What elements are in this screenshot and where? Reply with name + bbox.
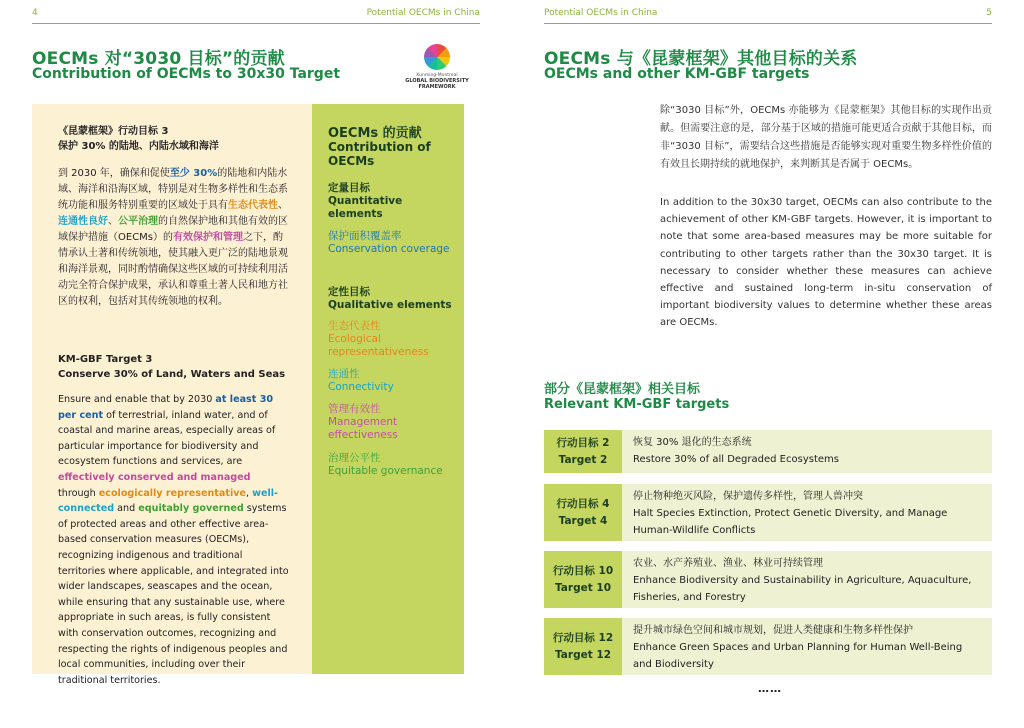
target-label-en: Target 12 <box>555 648 611 661</box>
highlight-governance: equitably governed <box>138 503 244 515</box>
target-desc <box>622 551 992 608</box>
target-cn-text <box>58 166 290 310</box>
coverage-en: Conservation coverage <box>328 243 450 255</box>
eco-en: Ecological representativeness <box>328 333 429 358</box>
target-desc <box>622 618 992 675</box>
qualitative-cn: 定性目标 <box>328 286 370 298</box>
conn-cn: 连通性 <box>328 368 360 380</box>
target-cn-heading: 《昆蒙框架》行动目标 3 <box>58 126 169 137</box>
right-title-cn: OECMs 与《昆蒙框架》其他目标的关系 <box>544 49 858 69</box>
logo-top-text: Kunming-Montreal <box>416 73 458 78</box>
target-en-heading-block <box>58 352 290 382</box>
target-desc-en: Enhance Green Spaces and Urban Planning for Human Well-Being and Biodiversity <box>633 642 963 670</box>
text-run: 的自然保护地和其他有效的区域保护措施（OECMs）的 <box>58 216 288 243</box>
page-header <box>32 0 480 24</box>
target-desc-cn: 恢复 30% 退化的生态系统 <box>633 437 752 448</box>
target-desc-en: Restore 30% of all Degraded Ecosystems <box>633 454 839 465</box>
target-desc-en: Enhance Biodiversity and Sustainability in Agriculture, Aquaculture, Fisheries, and Forestry <box>633 575 972 603</box>
gov-en: Equitable governance <box>328 465 443 477</box>
target-label-en: Target 2 <box>558 453 608 466</box>
target-desc-cn: 停止物种绝灭风险，保护遗传多样性，管理人兽冲突 <box>633 491 863 502</box>
target-desc-en: Halt Species Extinction, Protect Genetic Diversity, and Manage Human-Wildlife Conflicts <box>633 508 948 536</box>
highlight-ecological: ecologically representative <box>98 487 246 499</box>
text-run: and <box>114 503 139 515</box>
target-label <box>544 484 622 541</box>
target-row <box>544 430 992 473</box>
target-en-heading: KM-GBF Target 3 <box>58 354 153 365</box>
gov-cn: 治理公平性 <box>328 452 381 464</box>
section-title-cn: 部分《昆蒙框架》相关目标 <box>544 382 701 397</box>
ecological-block <box>328 320 456 359</box>
mgmt-cn: 管理有效性 <box>328 403 381 415</box>
gbf-logo-icon <box>424 44 450 70</box>
text-run: systems of protected areas and other effective area-based conservation measures (OECMs), recognizing indigenous and traditional territories where applicable, and integrated into wider landscapes, seascapes and the ocean, while ensuring that any sustainable use, where appropriate in such areas, is fully consistent with conservation outcomes, recognizing and respecting the rights of indigenous peoples and local communities, including over their traditional territories. <box>58 503 289 686</box>
target-label-cn: 行动目标 2 <box>556 436 610 449</box>
highlight-ecological: 生态代表性 <box>228 200 278 211</box>
target-cn-subheading: 保护 30% 的陆地、内陆水域和海洋 <box>58 141 219 152</box>
mgmt-en: Management effectiveness <box>328 416 398 441</box>
target-label-cn: 行动目标 10 <box>552 564 614 577</box>
highlight-management: 有效保护和管理 <box>173 232 244 243</box>
highlight-coverage: 至少 30% <box>169 168 218 179</box>
highlight-governance: 公平治理 <box>118 216 158 227</box>
coverage-block <box>328 230 456 256</box>
highlight-coverage: at least 30 per cent <box>58 394 274 421</box>
ellipsis: …… <box>758 682 782 695</box>
target-label <box>544 551 622 608</box>
body-en: In addition to the 30x30 target, OECMs can also contribute to the achievement of other KM-GBF targets. However, it is important to note that some area-based measures may be more suitable for contributing to other targets rather than the 30x30 target. It is necessary to consider whether these measures can achieve effective and sustained long-term in-situ conservation of important biodiversity values to determine whether these areas are OECMs. <box>660 197 992 329</box>
logo-bottom-text: GLOBAL BIODIVERSITY FRAMEWORK <box>405 78 469 90</box>
target-row <box>544 618 992 675</box>
right-title-en: OECMs and other KM-GBF targets <box>544 66 810 82</box>
text-run: 到 2030 年，确保和促使 <box>58 168 170 179</box>
text-run: of terrestrial, inland water, and of coastal and marine areas, especially areas of particular importance for biodiversity and ecosystem functions and services, are <box>58 409 276 468</box>
page-number: 4 <box>32 8 38 18</box>
quantitative-cn: 定量目标 <box>328 182 370 194</box>
management-block <box>328 403 456 442</box>
target-label-en: Target 4 <box>558 514 608 527</box>
target-desc <box>622 430 992 473</box>
conn-en: Connectivity <box>328 381 394 393</box>
governance-block <box>328 452 456 478</box>
text-run: 、 <box>108 216 118 227</box>
target-row <box>544 551 992 608</box>
target-label <box>544 618 622 675</box>
gbf-logo <box>396 44 478 96</box>
target-desc <box>622 484 992 541</box>
target-desc-cn: 提升城市绿色空间和城市规划，促进人类健康和生物多样性保护 <box>633 625 913 636</box>
running-head: Potential OECMs in China <box>366 8 480 18</box>
target-cn-heading-block <box>58 124 290 154</box>
coverage-cn: 保护面积覆盖率 <box>328 230 402 242</box>
text-run: 、 <box>278 200 288 211</box>
text-run: 的陆地和内陆水域、海洋和沿海区域，特别是对生物多样性和生态系统功能和服务特别重要的区域处于具有 <box>58 168 288 211</box>
target-label-cn: 行动目标 4 <box>556 497 610 510</box>
page-header <box>544 0 992 24</box>
running-head: Potential OECMs in China <box>544 8 658 18</box>
qualitative-block <box>328 286 456 312</box>
page-title-cn: OECMs 对“3030 目标”的贡献 <box>32 49 285 69</box>
target-desc-cn: 农业、水产养殖业、渔业、林业可持续管理 <box>633 558 823 569</box>
target-label-en: Target 10 <box>555 581 611 594</box>
text-run: 之下，酌情承认土著和传统领地，使其融入更广泛的陆地景观和海洋景观，同时酌情确保这些区域的可持续利用活动完全符合保护成果，承认和尊重土著人民和地方社区的权利，包括对其传统领地的权利。 <box>58 232 288 307</box>
contribution-heading-en: Contribution of OECMs <box>328 140 431 168</box>
text-run: Ensure and enable that by 2030 <box>58 394 216 405</box>
target-label <box>544 430 622 473</box>
qualitative-en: Qualitative elements <box>328 299 452 311</box>
quantitative-block <box>328 182 456 221</box>
quantitative-en: Quantitative elements <box>328 195 403 220</box>
target-label-cn: 行动目标 12 <box>552 631 614 644</box>
contribution-heading-cn: OECMs 的贡献 <box>328 126 422 141</box>
target-en-text <box>58 392 290 688</box>
body-cn: 除“3030 目标”外，OECMs 亦能够为《昆蒙框架》其他目标的实现作出贡献。但需要注意的是，部分基于区域的措施可能更适合贡献于其他目标，而非“3030 目标”，需要结合这些措施是否能够实现对重要生物多样性价值的有效且长期持续的就地保护，来判断其是否属于 OECMs。 <box>660 105 992 170</box>
target-row <box>544 484 992 541</box>
target-en-subheading: Conserve 30% of Land, Waters and Seas <box>58 369 286 380</box>
page-number: 5 <box>986 8 992 18</box>
section-title-en: Relevant KM-GBF targets <box>544 397 730 412</box>
text-run: through <box>58 487 99 499</box>
highlight-management: effectively conserved and managed <box>58 471 251 483</box>
highlight-connectivity: well-connected <box>58 487 279 515</box>
text-run: , <box>246 487 253 499</box>
eco-cn: 生态代表性 <box>328 320 381 332</box>
page-title-en: Contribution of OECMs to 30x30 Target <box>32 66 341 82</box>
connectivity-block <box>328 368 456 394</box>
highlight-connectivity: 连通性良好 <box>58 216 108 227</box>
